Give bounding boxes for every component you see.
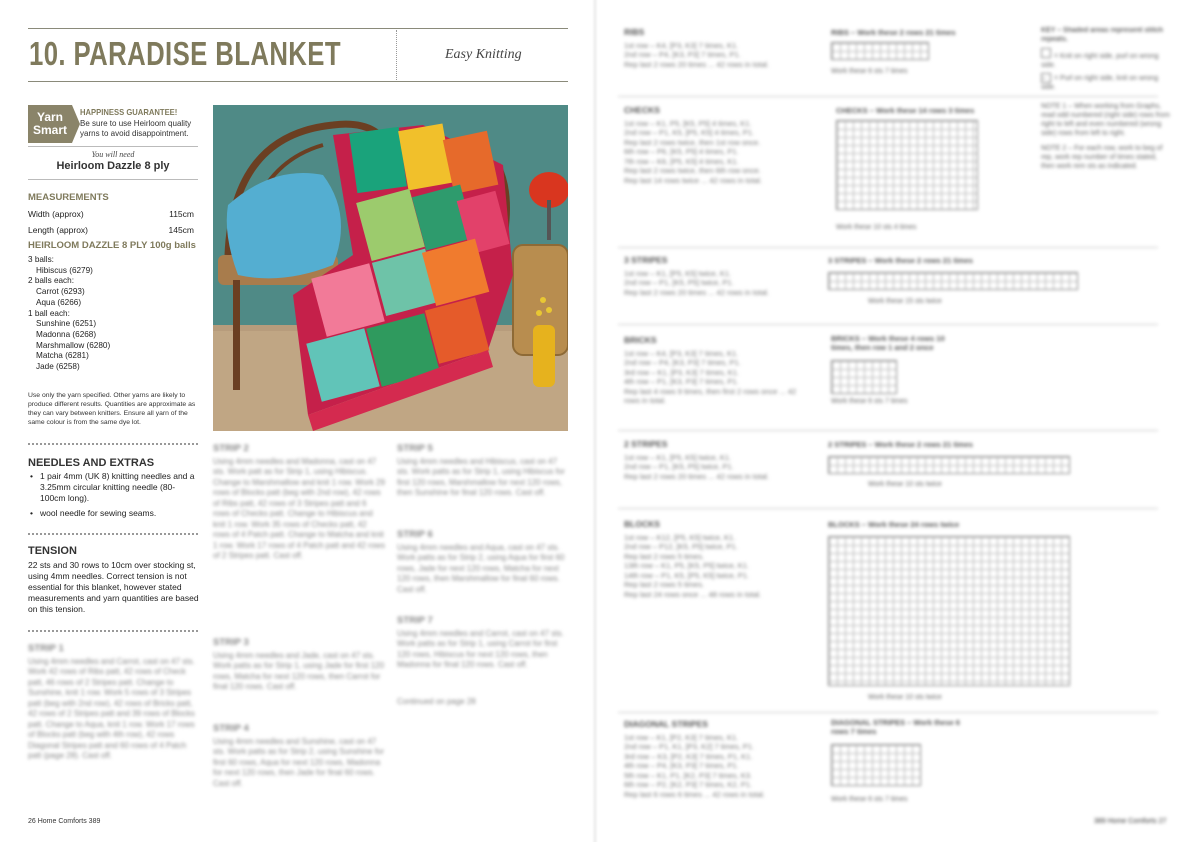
dotted-divider <box>28 533 198 535</box>
strip-body: Using 4mm needles and Carrot, cast on 47 sts. Work 42 rows of Ribs patt, 42 rows of Check patt, 46 rows of 2 Stripes patt. Change to Sunshine, knit 1 row. Work 5 rows of 3 Stripes patt (beg with 2nd row), 42 rows of Bricks patt, 42 rows of 2 Stripes patt and 39 rows of Blocks patt. Change to Aqua, knit 1 row. Work 17 rows of Blocks patt (beg with 4th row), 42 rows Diagonal Stripes patt and 60 rows of 4 Patch patt (page 28). Cast off. <box>28 656 195 760</box>
checks-chart-caption: Work these 10 sts 4 times <box>836 224 917 231</box>
yarn-ball-line: 1 ball each: <box>28 308 70 318</box>
length-value: 145cm <box>168 225 194 235</box>
yarn-name: Heirloom Dazzle 8 ply <box>56 160 170 172</box>
page-footer-right: 389 Home Comforts 27 <box>1094 818 1167 825</box>
section-divider <box>618 430 1158 431</box>
strip-4 <box>213 724 385 789</box>
page-title: 10. PARADISE BLANKET <box>29 35 341 72</box>
2-stripes-chart-caption: Work these 10 sts twice <box>868 481 942 488</box>
happiness-heading: HAPPINESS GUARANTEE! <box>80 107 178 117</box>
section-checks: CHECKS 1st row – K1, P5, [K5, P5] 4 times, K1. 2nd row – P1, K5, [P5, K5] 4 times, P1. Rep last 2 rows twice, then 1st row once. 6th row – P6, [K5, P5] 4 times, P1. 7th row – K6, [P5, K5] 4 times, K1. Rep last 2 rows twice, then 6th row once. Rep last 14 rows twice ... 42 rows in total. <box>624 105 762 185</box>
strip-heading: STRIP 2 <box>213 443 249 454</box>
strip-heading: STRIP 5 <box>397 443 433 454</box>
blocks-chart-title: BLOCKS – Work these 24 rows twice <box>828 520 960 529</box>
tension-text: 22 sts and 30 rows to 10cm over stocking st, using 4mm needles. Correct tension is not essential for this blanket, however stated measurements and yarn quantities are based on this tension. <box>28 560 199 614</box>
strip-heading: STRIP 4 <box>213 723 249 734</box>
section-3-stripes: 3 STRIPES 1st row – K1, [P5, K5] twice, K1. 2nd row – P1, [K5, P5] twice, P1. Rep last 2 rows 20 times ... 42 rows in total. <box>624 255 770 297</box>
you-will-need-label: You will need <box>91 150 135 159</box>
strip-heading: STRIP 6 <box>397 529 433 540</box>
ribs-chart-title: RIBS – Work these 2 rows 21 times <box>831 28 956 37</box>
yarn-smart-badge <box>28 105 72 143</box>
diagonal-chart-caption: Work these 6 sts 7 times <box>831 796 908 803</box>
yarn-ball-line: 2 balls each: <box>28 276 74 286</box>
left-page <box>0 0 595 842</box>
needles-item: • wool needle for sewing seams. <box>28 508 200 519</box>
section-ribs: RIBS 1st row – K4, [P3, K3] 7 times, K1. 2nd row – P4, [K3, P3] 7 times, P1. Rep last 2 rows 20 times ... 42 rows in total. <box>624 27 770 69</box>
strip-body: Using 4mm needles and Madonna, cast on 47 sts. Work patt as for Strip 1, using Hibiscus. Change to Marshmallow and knit 1 row. Work 29 rows of Blocks patt (beg with 2nd row), 42 rows of Ribs patt, 42 rows of 3 Stripes patt and 6 rows of Checks patt. Change to Hibiscus and knit 1 row. Work 35 rows of Checks patt, 42 rows of 4 Patch patt. Change to Matcha and knit 1 row. Work 17 rows of 4 Patch patt and 42 rows of 2 Stripes patt. Cast off. <box>213 456 385 560</box>
needles-list <box>28 471 200 523</box>
strip-body: Using 4mm needles and Sunshine, cast on 47 sts. Work patts as for Strip 2, using Sunshine for first 60 rows, Aqua for next 120 rows, Madonna for next 120 rows, then Jade for final 60 rows. Cast off. <box>213 736 385 788</box>
2-stripes-chart <box>828 456 1070 474</box>
yarn-ball-line: Aqua (6266) <box>36 297 82 307</box>
blanket-photo <box>213 105 568 431</box>
section-divider <box>618 508 1158 509</box>
blocks-chart <box>828 536 1070 686</box>
strip-heading: STRIP 3 <box>213 637 249 648</box>
key-heading: KEY – Shaded areas represent stitch repeats. <box>1041 27 1164 43</box>
yarn-ball-line: Marshmallow (6280) <box>36 340 111 350</box>
strip-body: Using 4mm needles and Carrot, cast on 47 sts. Work patts as for Strip 1, using Carrot for first 120 rows, Hibiscus for next 120 rows, then Madonna for final 120 rows. Cast off. <box>397 628 564 669</box>
strip-5 <box>397 444 567 499</box>
purl-square-icon: – <box>1041 73 1051 83</box>
measurements-heading: MEASUREMENTS <box>28 192 109 203</box>
strip-body: Using 4mm needles and Jade, cast on 47 sts. Work patts as for Strip 1, using Jade for first 120 rows, Matcha for next 120 rows, then Carrot for final 120 rows. Cast off. <box>213 650 385 691</box>
strip-3 <box>213 638 385 693</box>
strip-body: Using 4mm needles and Hibiscus, cast on 47 sts. Work patts as for Strip 1, using Hibiscus for first 120 rows, Marshmallow for next 120 rows, then Sunshine for final 120 rows. Cast off. <box>397 456 565 497</box>
3-stripes-chart-title: 3 STRIPES – Work these 2 rows 21 times <box>828 256 973 265</box>
blocks-chart-caption: Work these 10 sts twice <box>868 694 942 701</box>
strip-2 <box>213 444 385 562</box>
needles-heading: NEEDLES AND EXTRAS <box>28 457 155 469</box>
balls-heading: HEIRLOOM DAZZLE 8 PLY 100g balls <box>28 240 196 251</box>
continued-note: Continued on page 28 <box>397 697 476 706</box>
strip-6 <box>397 530 567 595</box>
checks-chart-title: CHECKS – Work these 14 rows 3 times <box>836 106 975 115</box>
width-row <box>28 209 198 219</box>
width-label: Width (approx) <box>28 209 84 219</box>
strip-7 <box>397 616 567 671</box>
ribs-chart <box>831 42 929 60</box>
key-knit: = Knit on right side, purl on wrong side. <box>1041 48 1171 70</box>
width-value: 115cm <box>169 209 194 219</box>
yarn-ball-line: Carrot (6293) <box>36 287 85 297</box>
section-2-stripes: 2 STRIPES 1st row – K1, [P5, K5] twice, K1. 2nd row – P1, [K5, P5] twice, P1. Rep last 2 rows 20 times ... 42 rows in total. <box>624 439 770 481</box>
strip-heading: STRIP 7 <box>397 615 433 626</box>
right-page <box>596 0 1191 842</box>
yarn-balls-list <box>28 255 203 373</box>
badge-line-2: Smart <box>32 123 67 137</box>
section-divider <box>618 96 1158 97</box>
section-blocks: BLOCKS 1st row – K12, [P5, K5] twice, K1. 2nd row – P12, [K5, P5] twice, P1. Rep last 2 rows 5 times. 13th row – K1, P5, [K5, P5] twice, K1. 14th row – P1, K5, [P5, K5] twice, P1. Rep last 2 rows 5 times. Rep last 24 rows once ... 48 rows in total. <box>624 519 762 599</box>
happiness-body: Be sure to use Heirloom quality yarns to avoid disappointment. <box>80 119 192 138</box>
knit-square-icon <box>1041 48 1051 58</box>
yarn-note: Use only the yarn specified. Other yarns are likely to produce different results. Quantities are approximate as they can vary between knitters. Ensure all yarn of the same colour is from the same dye lot. <box>28 392 196 426</box>
checks-chart <box>836 120 978 210</box>
divider <box>28 146 198 147</box>
key-note-2: NOTE 2 – For each row, work to beg of rep, work rep number of times stated, then work rem sts as indicated. <box>1041 145 1163 170</box>
section-divider <box>618 712 1158 713</box>
bricks-chart-title: BRICKS – Work these 4 rows 10 times, then row 1 and 2 once <box>831 334 945 352</box>
tension-heading: TENSION <box>28 545 77 557</box>
bricks-chart <box>831 360 897 394</box>
section-divider <box>618 247 1158 248</box>
key-purl: – = Purl on right side, knit on wrong side. <box>1041 75 1159 91</box>
section-bricks: BRICKS 1st row – K4, [P3, K3] 7 times, K1. 2nd row – P4, [K3, P3] 7 times, P1. 3rd row – K1, [P3, K3] 7 times, K1. 4th row – P1, [K3, P3] 7 times, P1. Rep last 4 rows 9 times, then first 2 rows once ... 42 rows in total. <box>624 335 797 405</box>
section-diagonal-stripes: DIAGONAL STRIPES 1st row – K1, [P2, K3] 7 times, K1. 2nd row – P1, K1, [P3, K2] 7 times, P1. 3rd row – K3, [P2, K3] 7 times, P1, K1. 4th row – P4, [K3, P3] 7 times, P1. 5th row – K1, P1, [K2, P3] 7 times, K3. 6th row – P2, [K2, P3] 7 times, K2, P1. Rep last 6 rows 6 times ... 42 rows in total. <box>624 719 765 799</box>
divider <box>28 179 198 180</box>
3-stripes-chart <box>828 272 1078 290</box>
yarn-ball-line: Matcha (6281) <box>36 351 89 361</box>
strip-body: Using 4mm needles and Aqua, cast on 47 sts. Work patts as for Strip 2, using Aqua for first 60 rows, Jade for next 120 rows, Matcha for next 120 rows, then Marshmallow for final 60 rows. Cast off. <box>397 542 565 594</box>
length-row <box>28 225 198 235</box>
yarn-ball-line: Madonna (6268) <box>36 329 97 339</box>
header-rule-top <box>28 28 568 29</box>
length-label: Length (approx) <box>28 225 89 235</box>
ribs-chart-caption: Work these 6 sts 7 times <box>831 68 908 75</box>
chart-key <box>1041 26 1171 171</box>
difficulty-subtitle: Easy Knitting <box>445 47 522 62</box>
needles-item: • 1 pair 4mm (UK 8) knitting needles and a 3.25mm circular knitting needle (80-100cm long). <box>28 471 200 504</box>
diagonal-chart-title: DIAGONAL STRIPES – Work these 6 rows 7 times <box>831 718 960 736</box>
header-rule-bottom <box>28 81 568 82</box>
strip-1 <box>28 644 198 762</box>
bricks-chart-caption: Work these 6 sts 7 times <box>831 398 908 405</box>
yarn-ball-line: 3 balls: <box>28 255 54 264</box>
section-divider <box>618 324 1158 325</box>
yarn-ball-line: Hibiscus (6279) <box>36 265 93 275</box>
header-divider <box>396 30 397 80</box>
dotted-divider <box>28 443 198 445</box>
key-note-1: NOTE 1 – When working from Graphs, read odd numbered (right side) rows from right to left and even numbered (wrong side) rows from left to right. <box>1041 103 1170 137</box>
badge-line-1: Yarn <box>36 110 63 124</box>
yarn-ball-line: Jade (6258) <box>36 362 80 372</box>
yarn-ball-line: Sunshine (6251) <box>36 319 97 329</box>
3-stripes-chart-caption: Work these 15 sts twice <box>868 298 942 305</box>
dotted-divider <box>28 630 198 632</box>
diagonal-chart <box>831 744 921 786</box>
strip-heading: STRIP 1 <box>28 643 64 654</box>
2-stripes-chart-title: 2 STRIPES – Work these 2 rows 21 times <box>828 440 973 449</box>
blanket-photo-image <box>213 105 568 431</box>
page-footer-left: 26 Home Comforts 389 <box>28 818 101 825</box>
